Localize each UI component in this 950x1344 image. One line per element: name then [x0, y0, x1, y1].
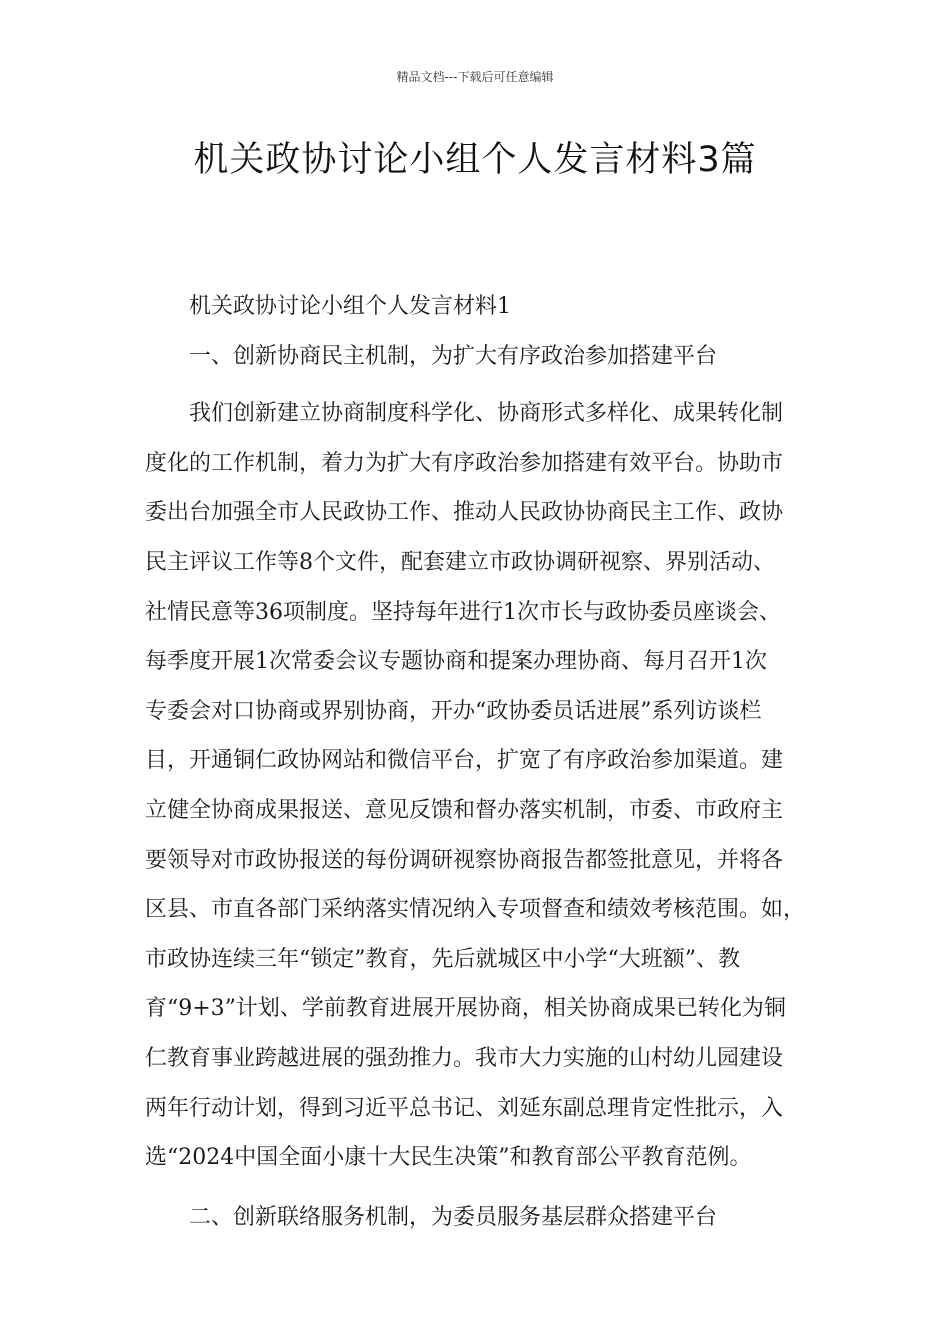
paragraph-line: 我们创新建立协商制度科学化、协商形式多样化、成果转化制 [189, 401, 784, 427]
paragraph-line: 育“9+3”计划、学前教育进展开展协商，相关协商成果已转化为铜 [145, 996, 786, 1022]
paragraph-1 [145, 389, 821, 1183]
section-heading-2: 二、创新联络服务机制，为委员服务基层群众搭建平台 [189, 1204, 718, 1230]
paragraph-line: 市政协连续三年“锁定”教育，先后就城区中小学“大班额”、教 [145, 946, 740, 972]
paragraph-line: 要领导对市政协报送的每份调研视察协商报告都签批意见，并将各 [145, 847, 784, 873]
paragraph-line: 委出台加强全市人民政协工作、推动人民政协协商民主工作、政协 [145, 500, 784, 526]
paragraph-line: 民主评议工作等8个文件，配套建立市政协调研视察、界别活动、 [145, 549, 775, 575]
paragraph-line: 度化的工作机制，着力为扩大有序政治参加搭建有效平台。协助市 [145, 450, 784, 476]
section-heading-1: 一、创新协商民主机制，为扩大有序政治参加搭建平台 [189, 343, 718, 369]
paragraph-line: 两年行动计划，得到习近平总书记、刘延东副总理肯定性批示，入 [145, 1095, 784, 1121]
paragraph-line: 立健全协商成果报送、意见反馈和督办落实机制，市委、市政府主 [145, 797, 784, 823]
paragraph-line: 选“2024中国全面小康十大民生决策”和教育部公平教育范例。 [145, 1145, 752, 1171]
paragraph-line: 每季度开展1次常委会议专题协商和提案办理协商、每月召开1次 [145, 649, 767, 675]
paragraph-line: 社情民意等36项制度。坚持每年进行1次市长与政协委员座谈会、 [145, 599, 781, 625]
paragraph-line: 仁教育事业跨越进展的强劲推力。我市大力实施的山村幼儿园建设 [145, 1045, 784, 1071]
paragraph-line: 专委会对口协商或界别协商，开办“政协委员话进展”系列访谈栏 [145, 698, 762, 724]
document-title: 机关政协讨论小组个人发言材料3篇 [193, 140, 757, 180]
paragraph-line: 目，开通铜仁政协网站和微信平台，扩宽了有序政治参加渠道。建 [145, 748, 784, 774]
document-body [145, 282, 821, 1242]
paragraph-line: 区县、市直各部门采纳落实情况纳入专项督查和绩效考核范围。如， [145, 897, 806, 923]
page-header: 精品文档---下载后可任意编辑 [396, 70, 554, 84]
subtitle: 机关政协讨论小组个人发言材料1 [189, 294, 511, 319]
